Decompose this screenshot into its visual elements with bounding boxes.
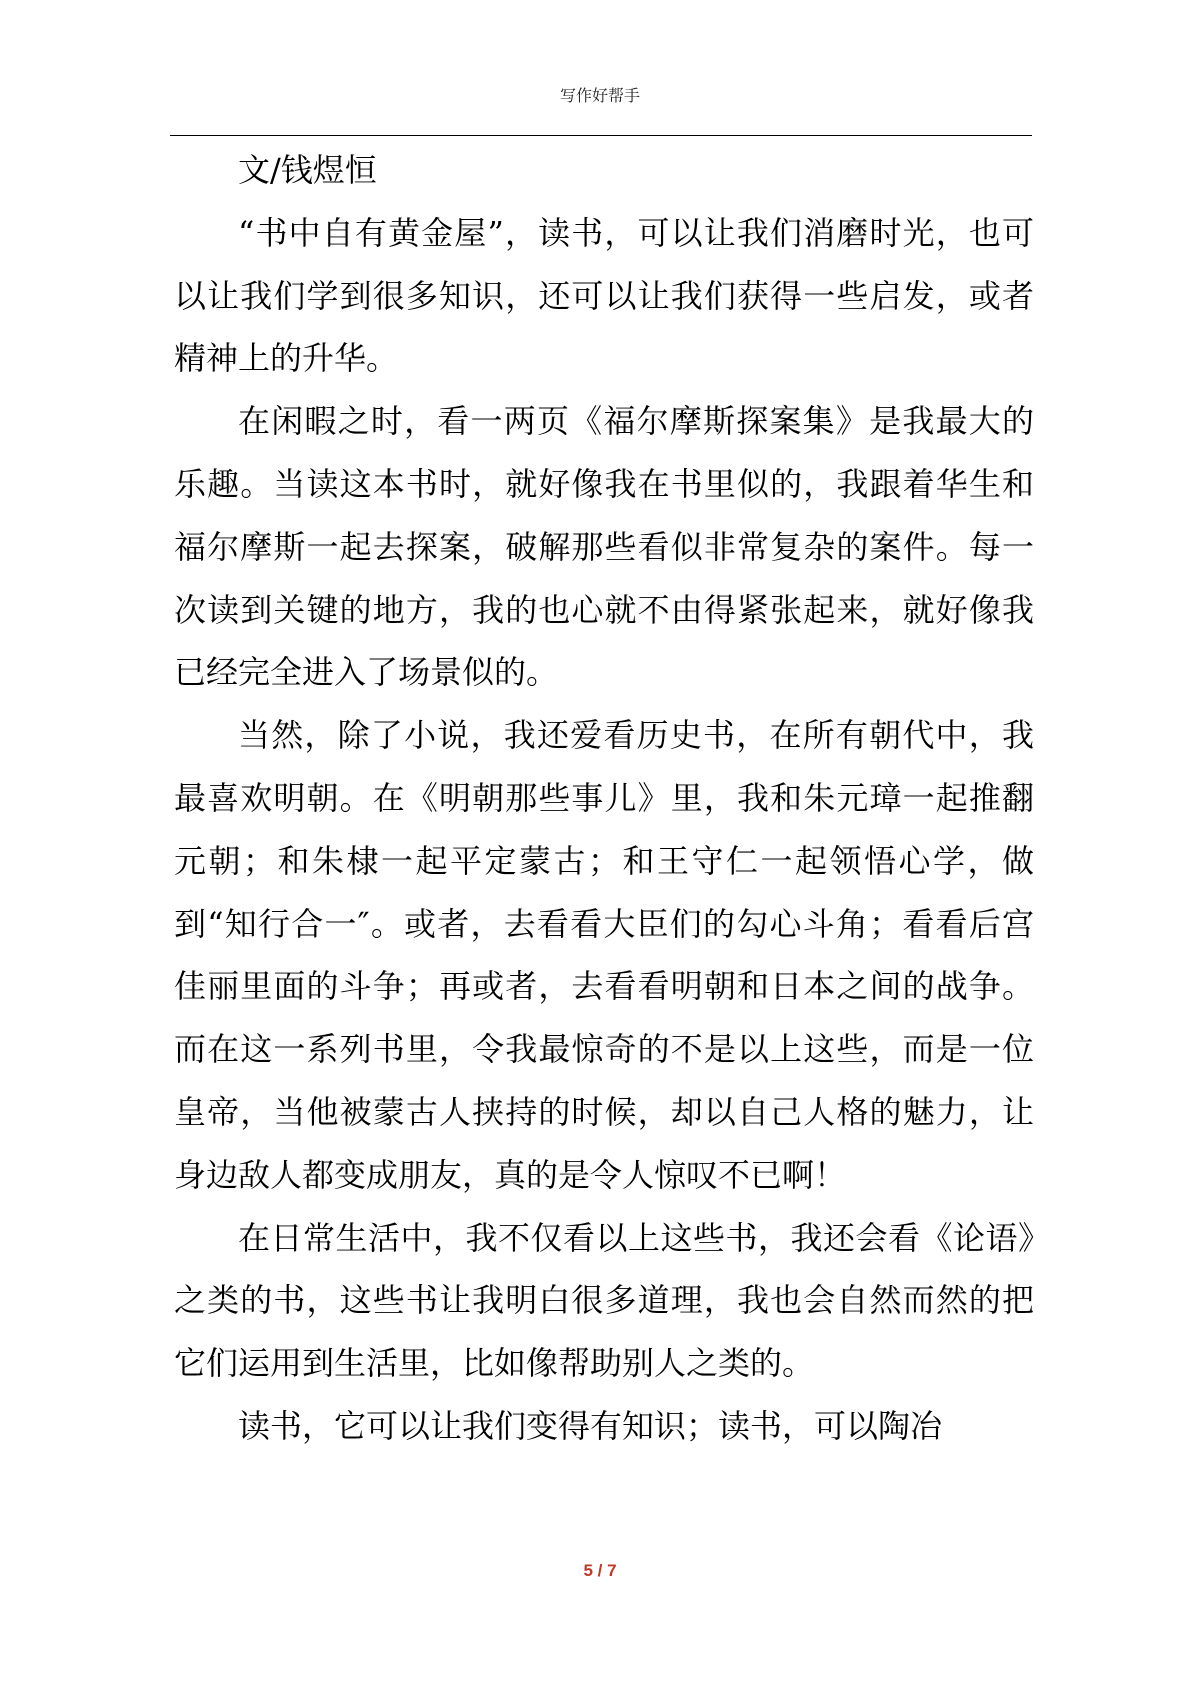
paragraph: “书中自有黄金屋”，读书，可以让我们消磨时光，也可以让我们学到很多知识，还可以让我们获得一些启发，或者精神上的升华。 [174, 213, 1034, 378]
paragraph: 在日常生活中，我不仅看以上这些书，我还会看《论语》之类的书，这些书让我明白很多道理，我也会自然而然的把它们运用到生活里，比如像帮助别人之类的。 [174, 1218, 1034, 1383]
paragraph: 当然，除了小说，我还爱看历史书，在所有朝代中，我最喜欢明朝。在《明朝那些事儿》里，我和朱元璋一起推翻元朝；和朱棣一起平定蒙古；和王守仁一起领悟心学，做到“知行合一″。或者，去看看大臣们的勾心斗角；看看后宫佳丽里面的斗争；再或者，去看看明朝和日本之间的战争。而在这一系列书里，令我最惊奇的不是以上这些，而是一位皇帝，当他被蒙古人挟持的时候，却以自己人格的魅力，让身边敌人都变成朋友，真的是令人惊叹不已啊！ [174, 716, 1034, 1194]
paragraph: 读书，它可以让我们变得有知识；读书，可以陶冶 [238, 1406, 943, 1445]
author-line: 文/钱煜恒 [238, 151, 377, 189]
page-number: 5 / 7 [583, 1561, 617, 1580]
article-body [174, 139, 1034, 1458]
paragraph: 在闲暇之时，看一两页《福尔摩斯探案集》是我最大的乐趣。当读这本书时，就好像我在书里似的，我跟着华生和福尔摩斯一起去探案，破解那些看似非常复杂的案件。每一次读到关键的地方，我的也心就不由得紧张起来，就好像我已经完全进入了场景似的。 [174, 402, 1034, 692]
header-divider [170, 135, 1032, 136]
page-header: 写作好帮手 [559, 86, 640, 105]
